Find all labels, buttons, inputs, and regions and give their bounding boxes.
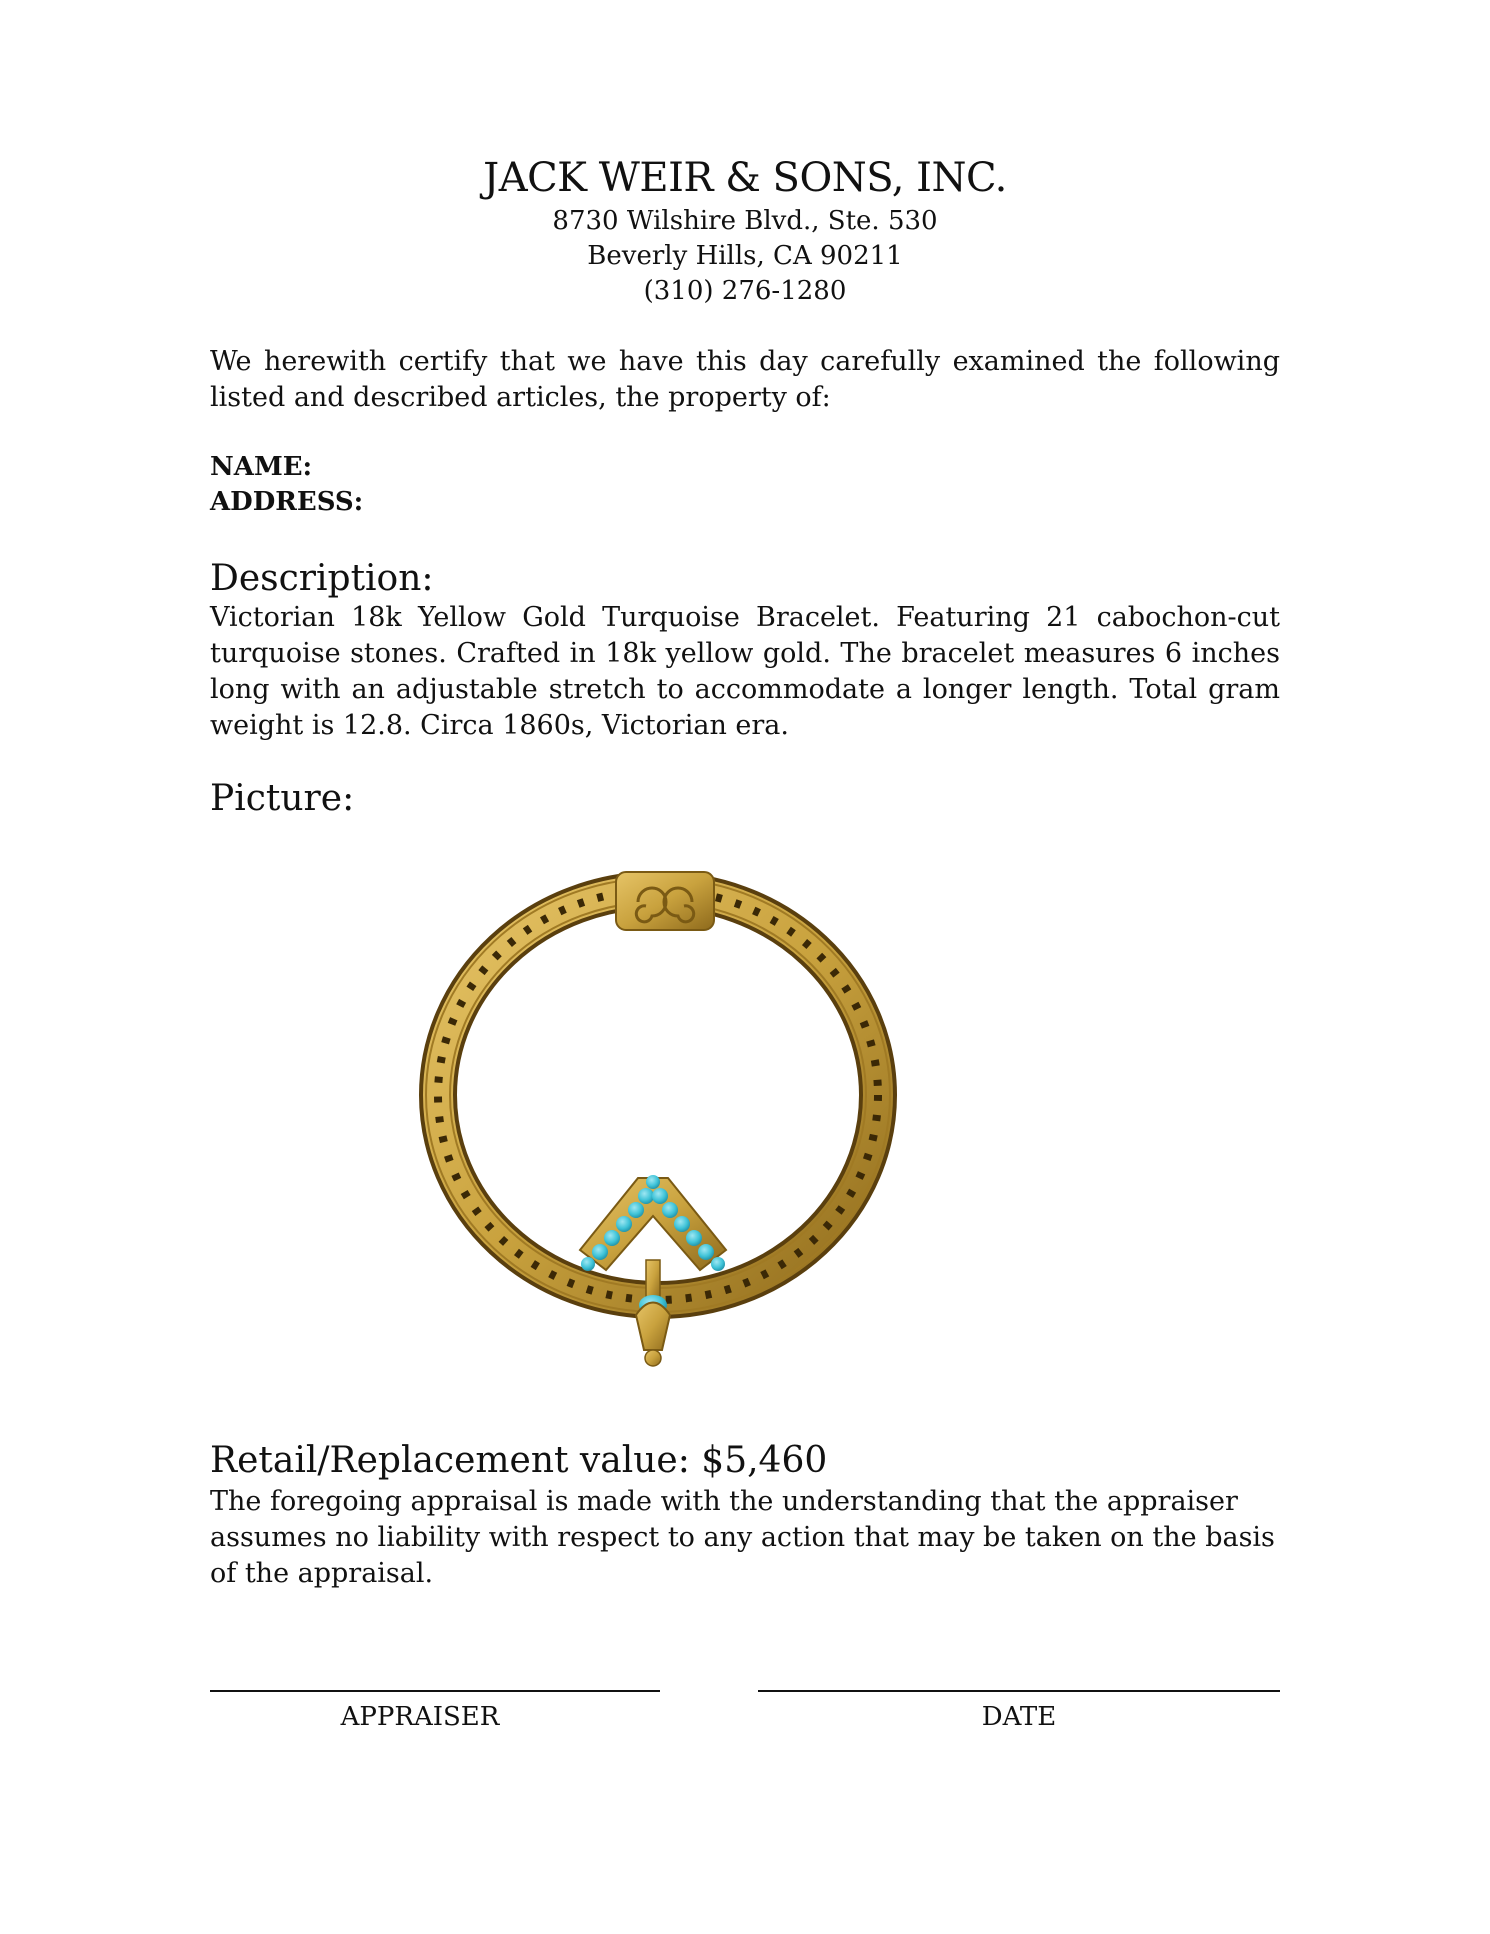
turquoise-chevron [580, 1175, 726, 1271]
description-heading: Description: [210, 558, 434, 599]
picture-heading: Picture: [210, 778, 355, 819]
phone-number: (310) 276-1280 [643, 276, 847, 306]
bracelet-picture [400, 860, 940, 1380]
city-state-zip: Beverly Hills, CA 90211 [587, 241, 903, 271]
street-address: 8730 Wilshire Blvd., Ste. 530 [552, 206, 938, 236]
scroll-clasp [616, 872, 714, 930]
description-text: Victorian 18k Yellow Gold Turquoise Bracelet. Featuring 21 cabochon-cut turquoise stones. Crafted in 18k yellow gold. The bracelet measures 6 inches long with an adjustable stretch to accommodate a longer length. Total gram weight is 12.8. Circa 1860s, Victorian era. [210, 602, 1280, 741]
retail-value-heading: Retail/Replacement value: $5,460 [210, 1440, 828, 1481]
certification-text: We herewith certify that we have this day carefully examined the following listed and described articles, the property of: [210, 346, 1280, 413]
name-label: NAME: [210, 452, 313, 482]
disclaimer-text: The foregoing appraisal is made with the understanding that the appraiser assumes no liability with respect to any action that may be taken on the basis of the appraisal. [210, 1486, 1275, 1589]
letterhead [210, 152, 1280, 309]
pendant-drop [636, 1260, 670, 1366]
date-label: DATE [981, 1702, 1057, 1732]
company-name: JACK WEIR & SONS, INC. [483, 155, 1007, 201]
address-label: ADDRESS: [210, 487, 364, 517]
date-signature-line [758, 1690, 1280, 1692]
appraiser-label: APPRAISER [340, 1702, 500, 1732]
appraiser-signature-line [210, 1690, 660, 1692]
